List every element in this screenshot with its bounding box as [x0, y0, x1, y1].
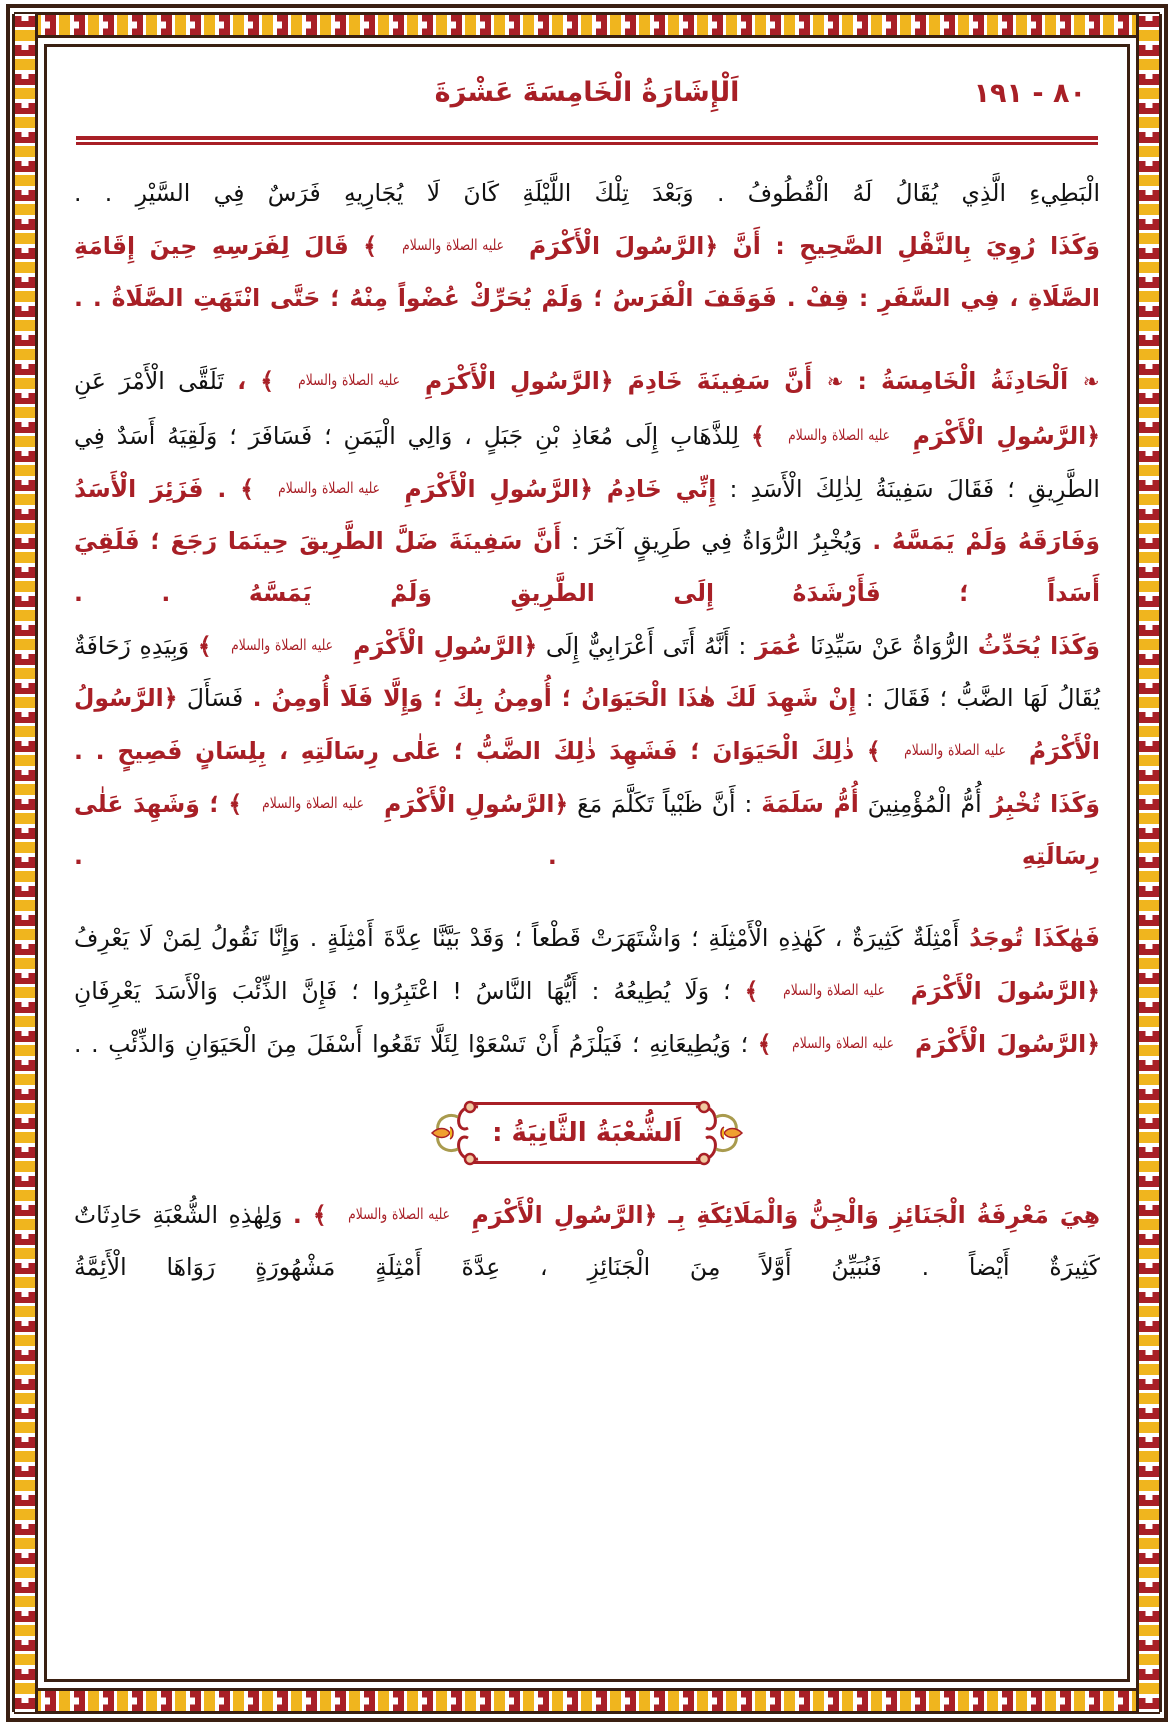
honorific-stamp: عليه الصلاة والسلام: [402, 236, 504, 254]
paragraph-3-seg-11: إِنِّي خَادِمُ ﴿الرَّسُولِ الْأَكْرَمِ: [404, 475, 717, 503]
paragraph-5-seg-4: ﴿الرَّسُولِ الْأَكْرَمِ: [384, 790, 569, 818]
floral-scroll-ornament-icon: [692, 1097, 746, 1169]
paragraph-6-seg-4: ﴾: [744, 977, 759, 1005]
paragraph-3-seg-3: أَنَّ سَفِينَةَ خَادِمَ ﴿الرَّسُولِ الْأَكْرَمِ: [424, 367, 813, 395]
paragraph-3-seg-15: أَنَّ سَفِينَةَ ضَلَّ الطَّرِيقَ حِينَمَا رَجَعَ ؛ فَلَقِيَ أَسَداً ؛ فَأَرْشَدَهُ إِلَى الطَّرِيقِ وَلَمْ يَمَسَّهُ . .: [74, 527, 1100, 607]
paragraph-3-seg-13: ﴾ . فَزَئِرَ الْأَسَدُ وَفَارَقَهُ وَلَمْ يَمَسَّهُ .: [74, 475, 1100, 555]
paragraph-4-seg-1: الرُّوَاةُ عَنْ سَيِّدِنَا: [810, 632, 970, 660]
paragraph-4-seg-12: ﴾ ذٰلِكَ الْحَيَوَانَ ؛ فَشَهِدَ ذٰلِكَ الضَّبُّ ؛ عَلٰى رِسَالَتِهِ ، بِلِسَانٍ فَصِيحٍ . .: [74, 737, 881, 765]
ornament-flourish-icon: ❧: [1082, 370, 1100, 395]
paragraph-1: [74, 167, 1100, 219]
paragraph-3: [74, 354, 1100, 619]
paragraph-3-seg-7: ﴿الرَّسُولِ الْأَكْرَمِ: [912, 422, 1100, 450]
paragraph-3-seg-10: لِلذَّهَابِ إِلَى مُعَاذِ بْنِ جَبَلٍ ، وَالِي الْيَمَنِ ؛ فَسَافَرَ ؛ وَلَقِيَهُ أَسَدٌ فِي الطَّرِيقِ ؛ فَقَالَ سَفِينَةُ لِذٰلِكَ الْأَسَدِ :: [74, 422, 1100, 503]
body-text: [74, 167, 1100, 1303]
paragraph-gap-2: [74, 882, 1100, 912]
honorific-stamp: عليه الصلاة والسلام: [792, 1034, 895, 1052]
honorific-stamp: عليه الصلاة والسلام: [262, 794, 365, 812]
ornament-flourish-icon: ❧: [826, 370, 844, 395]
paragraph-4-seg-0: وَكَذَا يُحَدِّثُ: [977, 632, 1100, 660]
floral-scroll-ornament-icon: [428, 1097, 482, 1169]
paragraph-3-seg-14: وَيُخْبِرُ الرُّوَاةُ فِي طَرِيقٍ آخَرَ :: [571, 527, 863, 555]
header-divider-rule: [76, 136, 1098, 145]
honorific-stamp: عليه الصلاة والسلام: [278, 479, 381, 497]
paragraph-6-seg-1: أَمْثِلَةٌ كَثِيرَةٌ ، كَهٰذِهِ الْأَمْثِلَةِ ؛ وَاشْتَهَرَتْ قَطْعاً ؛ وَقَدْ بَيَّنَّا عِدَّةَ أَمْثِلَةٍ . وَإِنَّا نَقُولُ لِمَنْ لَا يَعْرِفُ: [74, 924, 960, 952]
paragraph-5-seg-6: ﴾ ؛ وَشَهِدَ عَلٰى رِسَالَتِهِ . .: [74, 790, 1100, 870]
paragraph-gap-1: [74, 324, 1100, 354]
paragraph-3-seg-6: تَلَقَّى الْأَمْرَ عَنِ: [74, 367, 224, 395]
paragraph-6: [74, 912, 1100, 1070]
border-chain-bottom: [14, 1688, 1160, 1714]
paragraph-4-seg-9: فَسَأَلَ: [186, 684, 244, 712]
page-content: [60, 56, 1114, 1670]
honorific-stamp: عليه الصلاة والسلام: [783, 981, 886, 999]
paragraph-7-seg-0: هِيَ مَعْرِفَةُ الْجَنَائِزِ وَالْجِنُّ وَالْمَلَائِكَةِ بِـ ﴿الرَّسُولِ الْأَكْرَمِ: [471, 1201, 1101, 1229]
paragraph-6-seg-8: ﴾: [757, 1030, 772, 1058]
narrator-name-umar: عُمَرَ: [754, 632, 802, 660]
section-heading-text: اَلشُّعْبَةُ الثَّانِيَةُ :: [492, 1118, 682, 1148]
paragraph-6-seg-9: ؛ وَيُطِيعَانِهِ ؛ فَيَلْزَمُ أَنْ تَسْعَوْا لِئَلَّا تَقَعُوا أَسْفَلَ مِنَ الْحَيَوَانِ وَالذِّئْبِ . .: [74, 1030, 749, 1058]
border-chain-left: [12, 14, 38, 1712]
paragraph-5-seg-1: أُمُّ الْمُؤْمِنِينَ: [867, 790, 982, 818]
paragraph-2: [74, 219, 1100, 324]
paragraph-2-seg-0: وَكَذَا رُوِيَ بِالنَّقْلِ الصَّحِيحِ : أَنَّ ﴿الرَّسُولَ الْأَكْرَمَ: [528, 232, 1101, 260]
paragraph-7-seg-3: وَلِهٰذِهِ الشُّعْبَةِ حَادِثَاتٌ كَثِيرَةٌ أَيْضاً . فَنُبَيِّنُ أَوَّلاً مِنَ الْجَنَائِزِ ، عِدَّةَ أَمْثِلَةٍ مَشْهُورَةٍ رَوَاهَا الْأَئِمَّةُ: [74, 1201, 1100, 1281]
honorific-stamp: عليه الصلاة والسلام: [348, 1205, 451, 1223]
paragraph-5: [74, 777, 1100, 882]
honorific-stamp: عليه الصلاة والسلام: [903, 741, 1006, 759]
paragraph-7-seg-2: ﴾ .: [292, 1201, 327, 1229]
honorific-stamp: عليه الصلاة والسلام: [298, 371, 401, 389]
paragraph-4-seg-8: إِنْ شَهِدَ لَكَ هٰذَا الْحَيَوَانُ ؛ أُومِنُ بِكَ ؛ وَإِلَّا فَلَا أُومِنُ .: [252, 684, 857, 712]
paragraph-5-seg-0: وَكَذَا تُخْبِرُ: [990, 790, 1100, 818]
page-title: اَلْإِشَارَةُ الْخَامِسَةَ عَشْرَةَ: [434, 77, 740, 109]
paragraph-4: [74, 619, 1100, 777]
paragraph-6-seg-0: فَهٰكَذَا تُوجَدُ: [969, 924, 1100, 952]
paragraph-6-seg-6: ﴿الرَّسُولَ الْأَكْرَمَ: [915, 1030, 1100, 1058]
paragraph-6-seg-5: ؛ وَلَا يُطِيعُهُ : أَيُّهَا النَّاسُ ! اعْتَبِرُوا ؛ فَإِنَّ الذِّئْبَ وَالْأَسَدَ يَعْرِفَانِ: [74, 977, 731, 1005]
paragraph-4-seg-4: ﴿الرَّسُولِ الْأَكْرَمِ: [353, 632, 538, 660]
paragraph-3-seg-5: ﴾ ،: [237, 367, 275, 395]
narrator-name-umm-salama: أُمُّ سَلَمَةَ: [761, 790, 859, 818]
paragraph-2-seg-2: ﴾ قَالَ لِفَرَسِهِ حِينَ إِقَامَةِ الصَّلَاةِ ، فِي السَّفَرِ : قِفْ . فَوَقَفَ الْفَرَسُ ؛ وَلَمْ يُحَرِّكْ عُضْواً مِنْهُ ؛ حَتَّى انْتَهَتِ الصَّلَاةُ . .: [74, 232, 1100, 312]
paragraph-6-seg-2: ﴿الرَّسُولَ الْأَكْرَمَ: [910, 977, 1100, 1005]
section-heading-box: [432, 1096, 742, 1170]
incident-five-label: اَلْحَادِثَةُ الْخَامِسَةُ :: [857, 367, 1069, 395]
border-chain-top: [14, 12, 1160, 38]
paragraph-4-seg-3: : أَنَّهُ أَتَى أَعْرَابِيٌّ إِلَى: [545, 632, 747, 660]
paragraph-4-seg-6: ﴾: [197, 632, 212, 660]
honorific-stamp: عليه الصلاة والسلام: [231, 636, 334, 654]
paragraph-5-seg-3: : أَنَّ ظَبْياً تَكَلَّمَ مَعَ: [577, 790, 753, 818]
page-number: ٨٠ - ١٩١: [973, 77, 1086, 109]
honorific-stamp: عليه الصلاة والسلام: [787, 426, 890, 444]
paragraph-1-text: الْبَطِيءِ الَّذِي يُقَالُ لَهُ الْقُطُوفُ . وَبَعْدَ تِلْكَ اللَّيْلَةِ كَانَ لَا يُجَارِيهِ فَرَسٌ فِي السَّيْرِ . .: [74, 179, 1100, 207]
page-header: [74, 56, 1100, 130]
paragraph-7: [74, 1188, 1100, 1293]
page-tail-spacer: [74, 1293, 1100, 1303]
paragraph-3-seg-9: ﴾: [750, 422, 765, 450]
paragraph-4-seg-7: وَبِيَدِهِ زَحَافَةٌ يُقَالُ لَهَا الضَّبُّ ؛ فَقَالَ :: [74, 632, 1100, 712]
border-chain-right: [1136, 14, 1162, 1712]
paragraph-4-seg-10: ﴿الرَّسُولُ الْأَكْرَمُ: [74, 684, 1100, 765]
